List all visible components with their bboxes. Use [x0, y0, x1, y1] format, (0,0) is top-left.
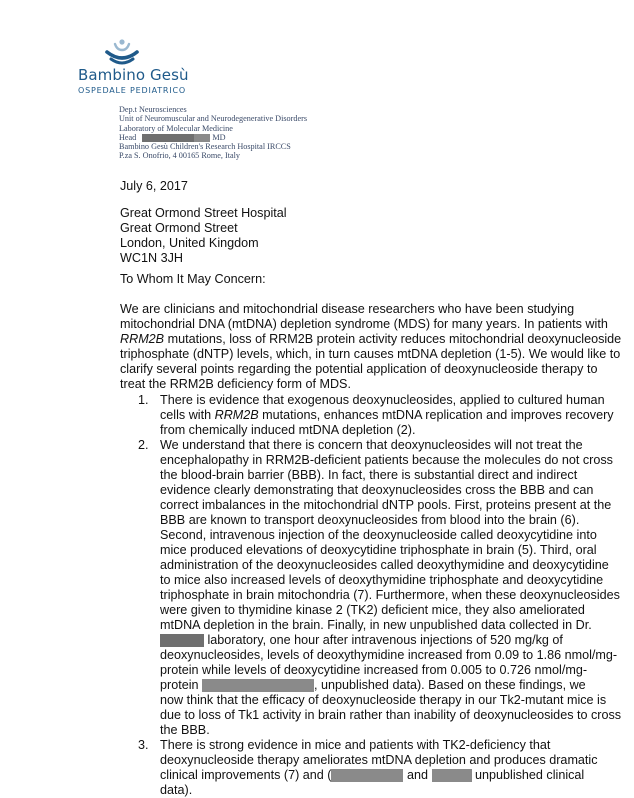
item-number: 2. [138, 438, 149, 452]
item-line: to mice also increased levels of deoxythymidine triphosphate and deoxycytidine [160, 573, 604, 587]
department-line: Unit of Neuromuscular and Neurodegenerative Disorders [119, 114, 308, 124]
item-line [160, 408, 621, 423]
item-line: There is strong evidence in mice and patients with TK2-deficiency that [160, 738, 551, 752]
list-item [138, 393, 621, 438]
redacted-name [142, 134, 194, 142]
greeting: To Whom It May Concern: [120, 272, 266, 286]
redacted-name [202, 679, 314, 692]
item-line: There is evidence that exogenous deoxynucleosides, applied to cultured human [160, 393, 605, 407]
paragraph-line: treat the RRM2B deficiency form of MDS. [120, 377, 351, 391]
gene-name: RRM2B [120, 332, 165, 346]
item-number: 1. [138, 393, 149, 407]
org-subtitle: OSPEDALE PEDIATRICO [78, 86, 186, 95]
bambino-gesu-logo-icon [104, 38, 140, 68]
text-span: unpublished clinical [471, 768, 585, 782]
item-line: evidence clearly demonstrating that deoxynucleosides cross the BBB and can [160, 483, 594, 497]
recipient-line: Great Ormond Street Hospital [120, 206, 287, 220]
item-line: data). [160, 783, 193, 797]
text-span: and [403, 768, 432, 782]
item-line: encephalopathy in RRM2B-deficient patients because the molecules do not cross [160, 453, 613, 467]
redacted-name [432, 769, 472, 782]
org-name: Bambino Gesù [78, 66, 189, 84]
head-line [119, 133, 307, 142]
recipient-line: London, United Kingdom [120, 236, 259, 250]
gene-name: RRM2B [214, 408, 259, 422]
item-line: triphosphate in brain mitochondria (7). Furthermore, when these deoxynucleosides [160, 588, 620, 602]
text-span: mutations, loss of RRM2B protein activity reduces mitochondrial deoxynucleoside [164, 332, 622, 346]
redacted-name [194, 134, 210, 142]
item-line: deoxynucleoside therapy ameliorates mtDNA depletion and produces dramatic [160, 753, 598, 767]
text-span: laboratory, one hour after intravenous injections of 520 mg/kg of [204, 633, 563, 647]
item-line [160, 768, 621, 783]
hospital-line: Bambino Gesù Children's Research Hospital IRCCS [119, 142, 291, 152]
list-item [138, 438, 621, 738]
redacted-name [160, 634, 204, 647]
numbered-list [138, 393, 621, 798]
address-line: P.za S. Onofrio, 4 00165 Rome, Italy [119, 151, 240, 161]
item-line: We understand that there is concern that deoxynucleosides will not treat the [160, 438, 583, 452]
text-span: , unpublished data). Based on these findings, we [314, 678, 586, 692]
paragraph-line: triphosphate (dNTP) levels, which, in turn causes mtDNA depletion (1-5). We would like to [120, 347, 621, 361]
text-span: clinical improvements (7) and ( [160, 768, 332, 782]
department-line: Dep.t Neurosciences [119, 105, 187, 114]
item-line: now think that the efficacy of deoxynucleoside therapy in our Tk2-mutant mice is [160, 693, 607, 707]
item-line: the blood-brain barrier (BBB). In fact, there is substantial direct and indirect [160, 468, 578, 482]
paragraph-line: mitochondrial DNA (mtDNA) depletion syndrome (MDS) for many years. In patients with [120, 317, 608, 331]
item-line: deoxynucleosides, levels of deoxythymidine increased from 0.09 to 1.86 nmol/mg- [160, 648, 618, 662]
recipient-line: Great Ormond Street [120, 221, 238, 235]
text-span: protein [160, 678, 203, 692]
item-line: from chemically induced mtDNA depletion (2). [160, 423, 416, 437]
item-line: protein while levels of deoxycytidine increased from 0.005 to 0.726 nmol/mg- [160, 663, 588, 677]
department-line: Laboratory of Molecular Medicine [119, 123, 233, 133]
paragraph-line: clarify several points regarding the potential application of deoxynucleoside therapy to [120, 362, 598, 376]
item-line: mice produced elevations of deoxycytidine triphosphate in brain (5). Third, oral [160, 543, 597, 557]
item-line: were given to thymidine kinase 2 (TK2) deficient mice, they also ameliorated [160, 603, 585, 617]
item-line: administration of the deoxynucleosides called deoxythymidine and deoxycytidine [160, 558, 609, 572]
item-line [160, 678, 621, 693]
list-item [138, 738, 621, 798]
item-number: 3. [138, 738, 149, 752]
item-line: due to loss of Tk1 activity in brain rather than inability of deoxynucleosides to cross [160, 708, 622, 722]
head-label: Head [119, 132, 137, 142]
item-line: correct imbalances in the mitochondrial dNTP pools. First, proteins present at the [160, 498, 612, 512]
item-line: the BBB. [160, 723, 210, 737]
item-line: Second, intravenous injection of the deoxynucleoside called deoxycytidine into [160, 528, 597, 542]
intro-paragraph [120, 302, 621, 392]
paragraph-line [120, 332, 621, 347]
text-span: mutations, enhances mtDNA replication and improves recovery [258, 408, 614, 422]
recipient-address [120, 206, 287, 266]
redacted-name [331, 769, 403, 782]
text-span: cells with [160, 408, 215, 422]
head-suffix: MD [212, 132, 226, 142]
paragraph-line: We are clinicians and mitochondrial disease researchers who have been studying [120, 302, 575, 316]
item-line: mtDNA depletion in the brain. Finally, in new unpublished data collected in Dr. [160, 618, 592, 632]
item-line [160, 633, 621, 648]
recipient-line: WC1N 3JH [120, 251, 183, 265]
item-line: BBB are known to transport deoxynucleosides from blood into the brain (6). [160, 513, 580, 527]
letter-date: July 6, 2017 [120, 179, 188, 193]
department-block [119, 105, 307, 161]
